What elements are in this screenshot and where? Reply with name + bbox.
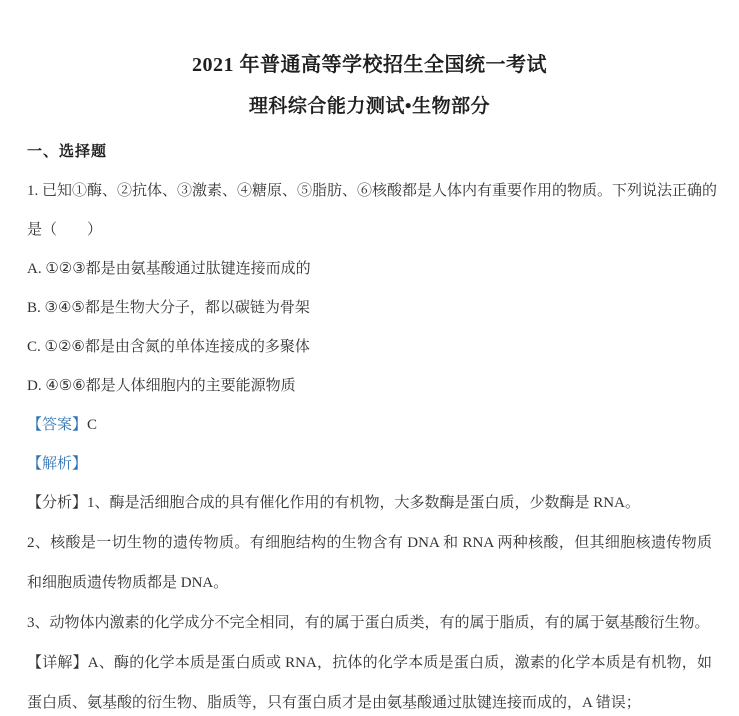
question-text-line1: 1. 已知①酶、②抗体、③激素、④糖原、⑤脂肪、⑥核酸都是人体内有重要作用的物质。下列说法正确的 [27,183,718,199]
doc-title-line2: 理科综合能力测试•生物部分 [248,96,491,117]
detail-label: 【详解】 [27,655,88,671]
answer-value: C [87,417,98,433]
document-header [0,0,739,120]
detail-paragraph [27,643,712,716]
document-body [0,133,739,716]
question-blank-line: 是（ ） [27,222,103,238]
option-b: B. ③④⑤都是生物大分子，都以碳链为骨架 [27,300,310,316]
explanation-label: 【解析】 [27,456,88,472]
section-heading: 一、选择题 [27,144,108,160]
analysis-point2: 2、核酸是一切生物的遗传物质。有细胞结构的生物含有 DNA 和 RNA 两种核酸，但其细胞核遗传物质和细胞质遗传物质都是 DNA。 [27,535,712,591]
analysis-point1-line [27,484,712,523]
explanation-line [27,445,712,484]
answer-line [27,406,712,445]
analysis-label: 【分析】 [27,495,88,511]
analysis-point3: 3、动物体内激素的化学成分不完全相同，有的属于蛋白质类，有的属于脂质，有的属于氨基酸衍生物。 [27,615,710,631]
answer-label: 【答案】 [27,417,88,433]
detail-text: A、酶的化学本质是蛋白质或 RNA，抗体的化学本质是蛋白质，激素的化学本质是有机物，如蛋白质、氨基酸的衍生物、脂质等，只有蛋白质才是由氨基酸通过肽键连接而成的，A 错误； [27,655,712,711]
analysis-point1: 1、酶是活细胞合成的具有催化作用的有机物，大多数酶是蛋白质，少数酶是 RNA。 [87,495,640,511]
option-d: D. ④⑤⑥都是人体细胞内的主要能源物质 [27,378,296,394]
option-c: C. ①②⑥都是由含氮的单体连接成的多聚体 [27,339,310,355]
doc-title-line1: 2021 年普通高等学校招生全国统一考试 [192,54,547,76]
option-a: A. ①②③都是由氨基酸通过肽键连接而成的 [27,261,311,277]
